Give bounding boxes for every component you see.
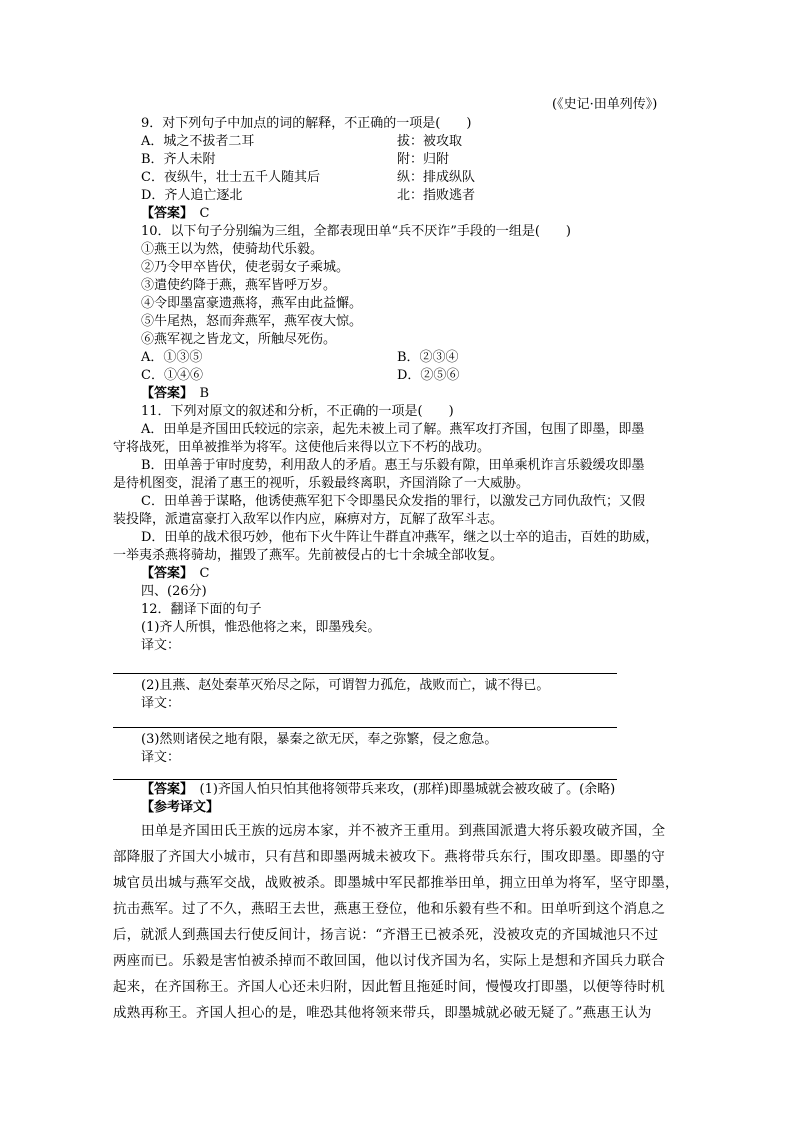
- q12-translation-label-1: 译文：: [141, 638, 181, 653]
- question-12: 12．翻译下面的句子: [141, 602, 262, 617]
- answer-value: C: [186, 206, 210, 221]
- q10-option-a: A．①③⑤: [141, 350, 203, 365]
- q12-sentence-2: (2)且燕、赵处秦革灭殆尽之际，可谓智力孤危，战败而亡，诚不得已。: [141, 678, 550, 693]
- q9-option-d-gloss: 北：指败逃者: [397, 188, 476, 203]
- answer-label: 【答案】: [141, 566, 187, 581]
- q10-option-b: B．②③④: [397, 350, 459, 365]
- q9-answer: [141, 205, 209, 223]
- q11-option-a-line2: 守将战死，田单被推举为将军。这使他后来得以立下不朽的战功。: [113, 440, 491, 455]
- q10-option-d: D．②⑤⑥: [397, 368, 460, 383]
- answer-line-1: [113, 673, 617, 674]
- q10-item-5: ⑤牛尾热，怒而奔燕军，燕军夜大惊。: [141, 314, 363, 329]
- q9-option-a-gloss: 拔：被攻取: [397, 134, 463, 149]
- answer-value: C: [186, 566, 210, 581]
- q9-option-b: B．齐人未附: [141, 152, 216, 167]
- q12-translation-label-2: 译文：: [141, 696, 181, 711]
- answer-label: 【答案】: [141, 386, 187, 401]
- q9-option-c-gloss: 纵：排成纵队: [397, 170, 476, 185]
- translation-line-5: 后，就派人到燕国去行使反间计，扬言说：“齐湣王已被杀死，没被攻克的齐国城池只不过: [113, 927, 659, 943]
- translation-line-1: 田单是齐国田氏王族的远房本家，并不被齐王重用。到燕国派遣大将乐毅攻破齐国，全: [141, 823, 666, 839]
- answer-value: (1)齐国人怕只怕其他将领带兵来攻，(那样)即墨城就会被攻破了。(余略): [186, 782, 616, 797]
- question-10: 10．以下句子分别编为三组，全都表现田单“兵不厌诈”手段的一组是( ): [141, 224, 571, 239]
- translation-line-4: 抗击燕军。过了不久，燕昭王去世，燕惠王登位，他和乐毅有些不和。田单听到这个消息之: [113, 901, 665, 917]
- q10-item-2: ②乃令甲卒皆伏，使老弱女子乘城。: [141, 260, 350, 275]
- translation-line-3: 城官员出城与燕军交战，战败被杀。即墨城中军民都推举田单，拥立田单为将军，坚守即墨，: [113, 875, 679, 891]
- q11-option-c-line1: C．田单善于谋略，他诱使燕军犯下令即墨民众发指的罪行，以激发己方同仇敌忾；又假: [141, 494, 645, 509]
- source-citation: (《史记·田单列传》): [552, 97, 658, 112]
- q11-option-d-line1: D．田单的战术很巧妙，他布下火牛阵让牛群直冲燕军，继之以士卒的追击，百姓的助威，: [141, 530, 659, 545]
- q10-option-c: C．①④⑥: [141, 368, 203, 383]
- q11-option-b-line2: 是待机图变，混淆了惠王的视听，乐毅最终离职，齐国消除了一大威胁。: [113, 476, 530, 491]
- answer-label: 【答案】: [141, 206, 187, 221]
- q11-option-c-line2: 装投降，派遣富豪打入敌军以作内应，麻痹对方，瓦解了敌军斗志。: [113, 512, 504, 527]
- q9-option-a: A．城之不拔者二耳: [141, 134, 255, 149]
- answer-label: 【答案】: [141, 782, 187, 797]
- q9-option-d: D．齐人追亡逐北: [141, 188, 243, 203]
- section-4-heading: 四、(26分): [141, 584, 207, 599]
- q9-option-c: C．夜纵牛，壮士五千人随其后: [141, 170, 320, 185]
- q11-answer: [141, 565, 209, 583]
- q11-option-b-line1: B．田单善于审时度势，利用敌人的矛盾。惠王与乐毅有隙，田单乘机诈言乐毅缓攻即墨: [141, 458, 645, 473]
- reference-translation-heading: 【参考译文】: [141, 800, 220, 815]
- q10-answer: [141, 385, 209, 403]
- q12-sentence-1: (1)齐人所惧，惟恐他将之来，即墨残矣。: [141, 620, 381, 635]
- question-9: 9．对下列句子中加点的词的解释，不正确的一项是( ): [141, 116, 472, 131]
- answer-line-2: [113, 727, 617, 728]
- translation-line-2: 部降服了齐国大小城市，只有莒和即墨两城未被攻下。燕将带兵东行，围攻即墨。即墨的守: [113, 849, 665, 865]
- q12-sentence-3: (3)然则诸侯之地有限，暴秦之欲无厌，奉之弥繁，侵之愈急。: [141, 732, 498, 747]
- q10-item-4: ④令即墨富豪遗燕将，燕军由此益懈。: [141, 296, 363, 311]
- answer-value: B: [186, 386, 210, 401]
- q11-option-d-line2: 一举夷杀燕将骑劫，摧毁了燕军。先前被侵占的七十余城全部收复。: [113, 548, 504, 563]
- q12-answer: [141, 781, 615, 799]
- q10-item-6: ⑥燕军视之皆龙文，所触尽死伤。: [141, 332, 337, 347]
- translation-line-6: 两座而已。乐毅是害怕被杀掉而不敢回国，他以讨伐齐国为名，实际上是想和齐国兵力联合: [113, 953, 665, 969]
- q10-item-3: ③遣使约降于燕，燕军皆呼万岁。: [141, 278, 337, 293]
- translation-line-8: 成熟再称王。齐国人担心的是，唯恐其他将领来带兵，即墨城就必破无疑了。”燕惠王认为: [113, 1005, 652, 1021]
- q10-item-1: ①燕王以为然，使骑劫代乐毅。: [141, 242, 324, 257]
- translation-line-7: 起来，在齐国称王。齐国人心还未归附，因此暂且拖延时间，慢慢攻打即墨，以便等待时机: [113, 979, 665, 995]
- q9-option-b-gloss: 附：归附: [397, 152, 450, 167]
- question-11: 11．下列对原文的叙述和分析，不正确的一项是( ): [141, 404, 454, 419]
- q11-option-a-line1: A．田单是齐国田氏较远的宗亲，起先未被上司了解。燕军攻打齐国，包围了即墨，即墨: [141, 422, 645, 437]
- q12-translation-label-3: 译文：: [141, 750, 181, 765]
- answer-line-3: [113, 779, 617, 780]
